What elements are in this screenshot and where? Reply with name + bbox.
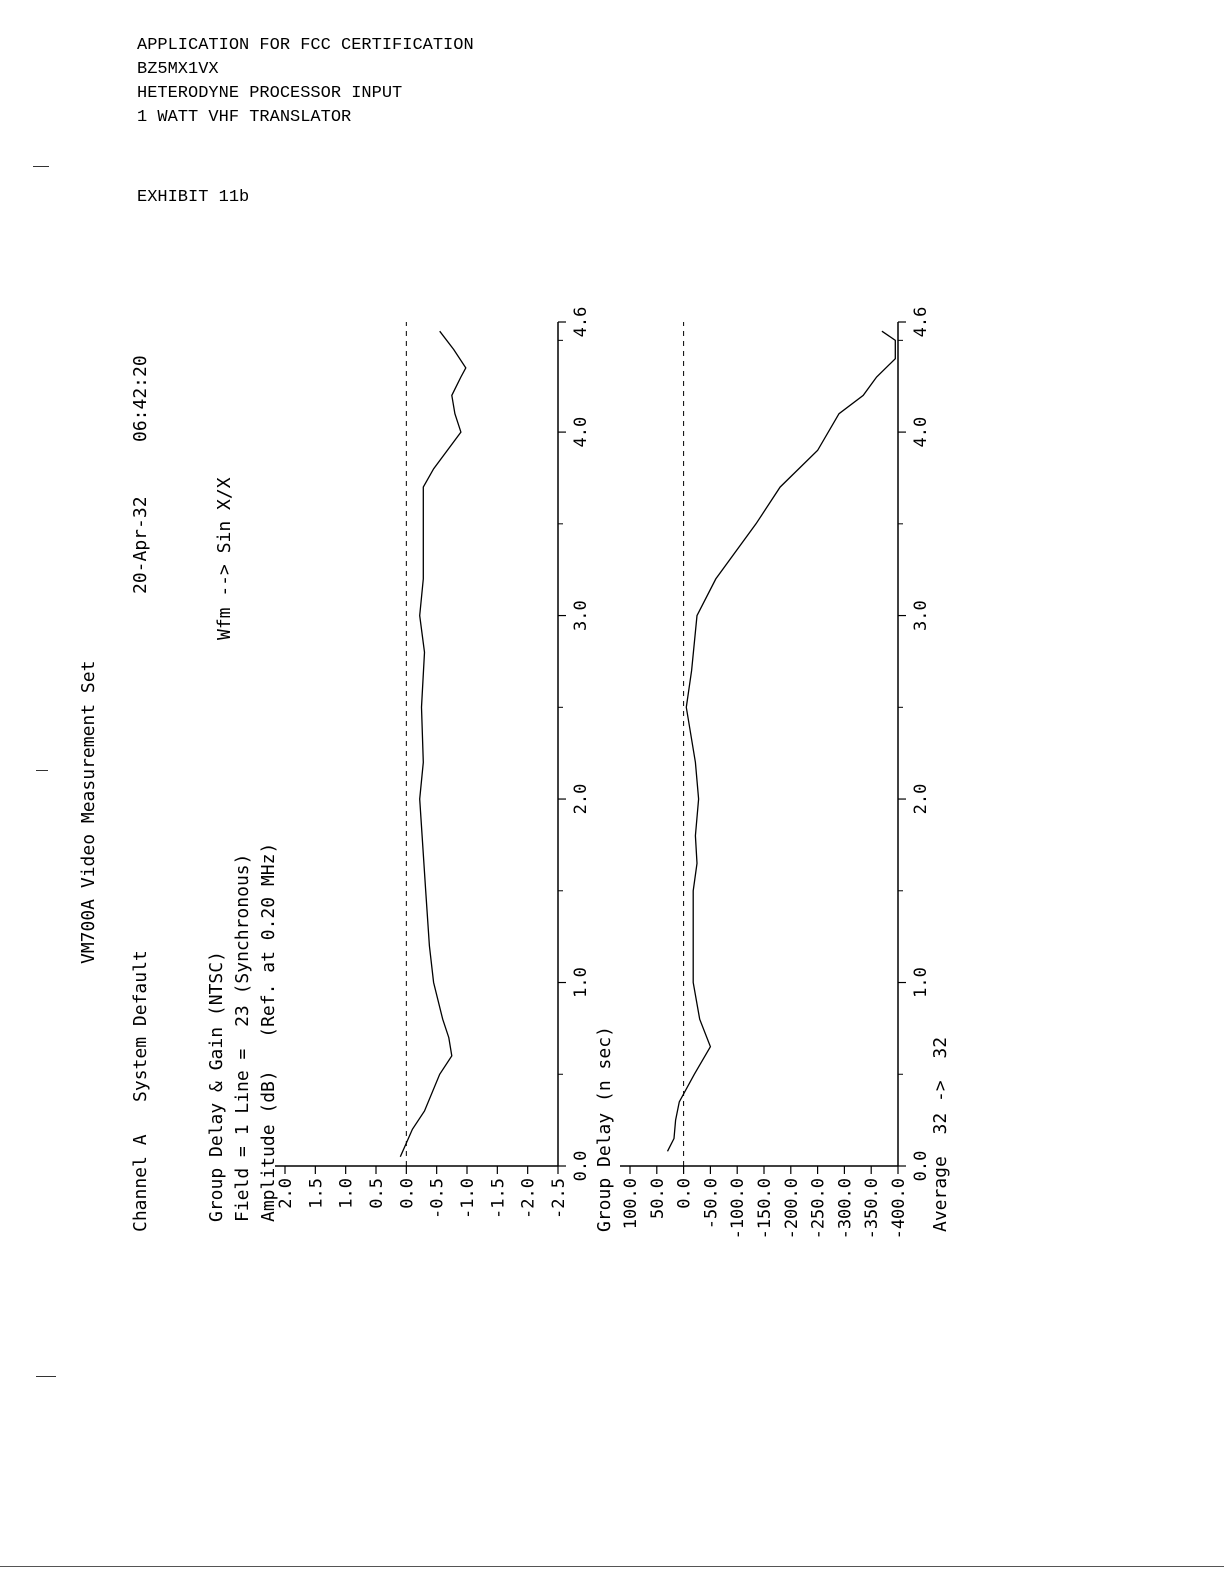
amp-y-tick-label: 2.0: [276, 1178, 296, 1209]
amp-y-tick-label: 0.5: [367, 1178, 387, 1209]
channel-label: Channel A System Default: [130, 950, 151, 1232]
amplitude-ref-label: Amplitude (dB) (Ref. at 0.20 MHz): [258, 842, 279, 1222]
gd-x-tick-label: 4.6: [911, 306, 931, 338]
gd-x-tick-label: 3.0: [911, 600, 931, 631]
average-label: Average 32 -> 32: [930, 1036, 951, 1232]
measurement-label: Group Delay & Gain (NTSC): [206, 951, 227, 1222]
gd-y-tick-label: -200.0: [781, 1178, 802, 1240]
amp-x-tick-label: 3.0: [571, 600, 591, 631]
group-delay-chart: [620, 307, 931, 1240]
gd-y-tick-label: -150.0: [755, 1178, 775, 1240]
amp-x-tick-label: 2.0: [571, 783, 591, 815]
amplitude-chart: [275, 307, 591, 1219]
amp-y-tick-label: -1.0: [458, 1178, 478, 1219]
instrument-title: VM700A Video Measurement Set: [78, 660, 99, 964]
header-line-translator: 1 WATT VHF TRANSLATOR: [137, 108, 352, 127]
gd-y-tick-label: 50.0: [647, 1178, 668, 1219]
amp-y-tick-label: -1.5: [488, 1178, 509, 1219]
amp-x-tick-label: 4.0: [571, 416, 591, 448]
gd-y-tick-label: 0.0: [674, 1178, 695, 1209]
exhibit-label: EXHIBIT 11b: [137, 188, 250, 207]
date-label: 20-Apr-32: [130, 496, 151, 594]
gd-x-tick-label: 1.0: [911, 967, 931, 998]
gd-y-tick-label: -400.0: [889, 1178, 909, 1240]
amp-x-tick-label: 4.6: [571, 306, 591, 338]
amp-series-line: [400, 331, 466, 1157]
gd-y-tick-label: -100.0: [728, 1178, 749, 1240]
gd-y-tick-label: -50.0: [701, 1178, 722, 1230]
amp-y-tick-label: -2.5: [549, 1178, 569, 1219]
field-line-label: Field = 1 Line = 23 (Synchronous): [232, 853, 253, 1222]
gd-x-tick-label: 4.0: [911, 416, 931, 448]
gd-x-tick-label: 2.0: [911, 783, 931, 815]
gd-y-tick-label: -250.0: [808, 1178, 829, 1240]
header-line-id: BZ5MX1VX: [137, 60, 219, 79]
amp-x-tick-label: 1.0: [571, 967, 591, 998]
waveform-label: Wfm --> Sin X/X: [214, 477, 235, 640]
amp-y-tick-label: 1.5: [306, 1178, 327, 1209]
amp-x-tick-label: 0.0: [571, 1150, 591, 1182]
gd-y-tick-label: 100.0: [621, 1178, 641, 1230]
amp-y-tick-label: -0.5: [427, 1178, 448, 1219]
gd-y-tick-label: -300.0: [835, 1178, 856, 1240]
gd-x-tick-label: 0.0: [911, 1150, 931, 1182]
group-delay-axis-title: Group Delay (n sec): [594, 1026, 615, 1232]
amp-y-tick-label: 0.0: [397, 1178, 418, 1209]
amp-y-tick-label: -2.0: [518, 1178, 539, 1219]
amp-y-tick-label: 1.0: [336, 1178, 357, 1209]
gd-y-tick-label: -350.0: [862, 1178, 883, 1240]
header-line-application: APPLICATION FOR FCC CERTIFICATION: [137, 36, 474, 55]
gd-series-line: [668, 331, 896, 1151]
header-line-processor: HETERODYNE PROCESSOR INPUT: [137, 84, 403, 103]
time-label: 06:42:20: [130, 355, 151, 442]
